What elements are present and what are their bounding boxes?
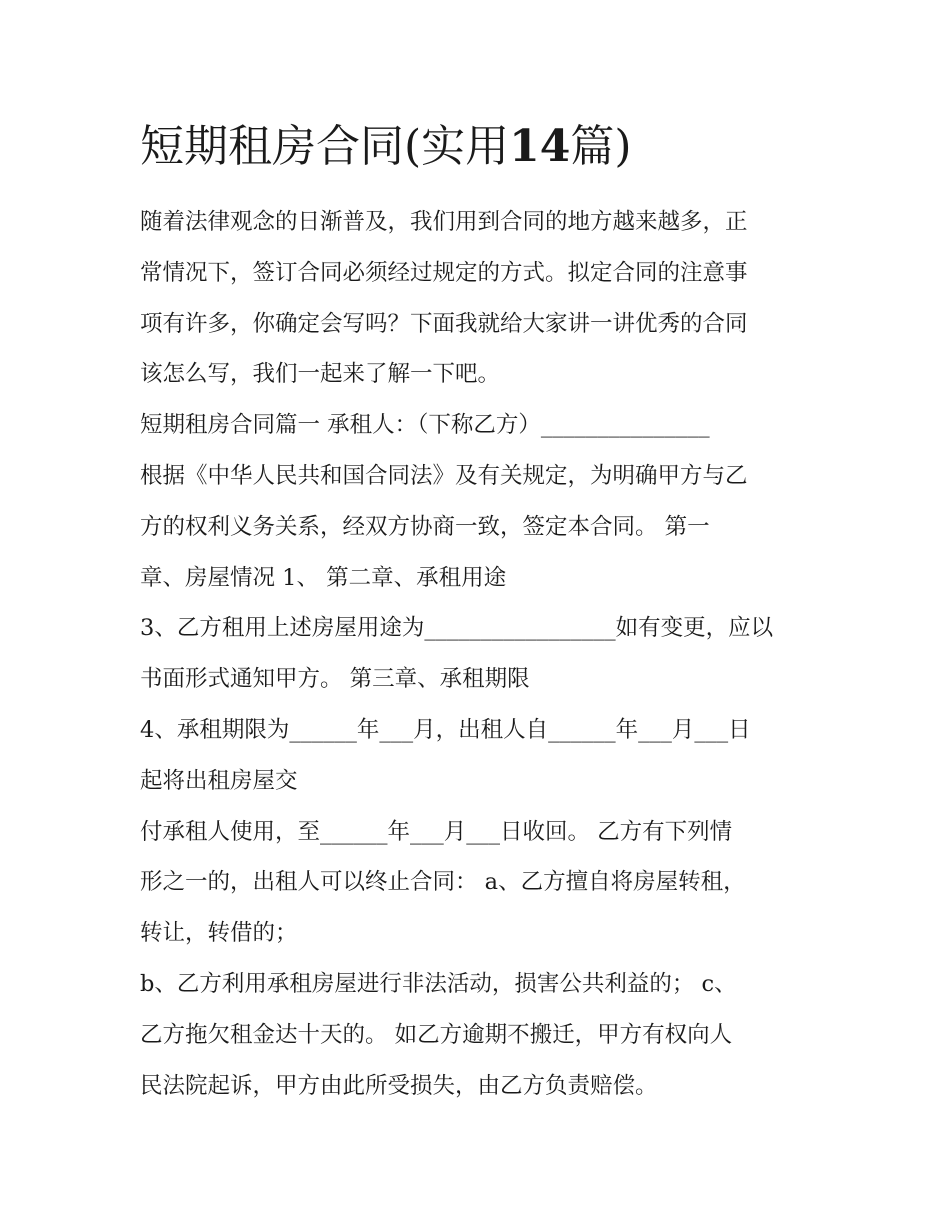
text-line: 3、乙方租用上述房屋用途为_________________如有变更，应以 <box>140 615 774 642</box>
title-number: 14 <box>509 121 571 172</box>
text-line: 方的权利义务关系，经双方协商一致，签定本合同。 第一 <box>140 513 710 540</box>
text-line: 随着法律观念的日渐普及，我们用到合同的地方越来越多，正 <box>140 209 748 235</box>
text-line: 民法院起诉，甲方由此所受损失，由乙方负责赔偿。 <box>140 1072 658 1099</box>
text-line: 形之一的，出租人可以终止合同： a、乙方擅自将房屋转租， <box>140 869 746 896</box>
title-prefix: 短期租房合同(实用 <box>140 121 510 172</box>
page-title <box>140 112 840 182</box>
text-line: 该怎么写，我们一起来了解一下吧。 <box>140 361 501 388</box>
text-line: 乙方拖欠租金达十天的。 如乙方逾期不搬迁，甲方有权向人 <box>140 1021 733 1048</box>
text-line: 根据《中华人民共和国合同法》及有关规定，为明确甲方与乙 <box>140 462 748 489</box>
text-line: 短期租房合同篇一 承租人：（下称乙方）_______________ <box>140 412 710 439</box>
text-line: 起将出租房屋交 <box>140 767 298 794</box>
text-line: 书面形式通知甲方。 第三章、承租期限 <box>140 666 530 693</box>
text-line: b、乙方利用承租房屋进行非法活动，损害公共利益的； c、 <box>140 970 737 997</box>
text-line: 章、房屋情况 1、 第二章、承租用途 <box>140 564 507 591</box>
text-line: 转让，转借的； <box>140 920 298 947</box>
text-line: 常情况下，签订合同必须经过规定的方式。拟定合同的注意事 <box>140 259 748 286</box>
text-line: 项有许多，你确定会写吗？下面我就给大家讲一讲优秀的合同 <box>140 310 748 337</box>
text-line: 4、承租期限为______年___月，出租人自______年___月___日 <box>140 716 751 743</box>
text-line: 付承租人使用，至______年___月___日收回。 乙方有下列情 <box>140 818 733 845</box>
title-suffix: 篇) <box>570 121 632 172</box>
document-body <box>140 197 820 1111</box>
